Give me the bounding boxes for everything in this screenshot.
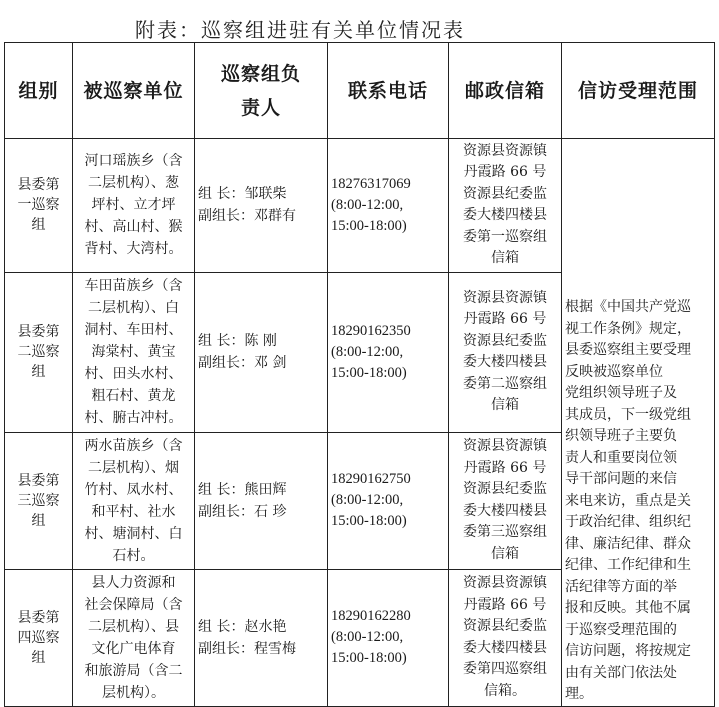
scope-line: 来电来访，重点是关: [565, 492, 691, 509]
units-line: 社会保障局（含: [84, 596, 183, 613]
units-line: 村、腑古冲村。: [84, 410, 183, 427]
group-line: 四巡察: [17, 629, 60, 646]
scope-line: 县委巡察组主要受理: [565, 342, 691, 358]
units-line: 和平村、社水: [91, 503, 176, 520]
header-group: 组别: [5, 43, 73, 139]
group-cell: [5, 569, 73, 706]
scope-line: 于政治纪律、组织纪: [565, 514, 691, 530]
group-line: 组: [31, 512, 46, 529]
scope-line: 活纪律等方面的举: [565, 578, 677, 595]
leader-line: 副组长：石 珍: [198, 503, 287, 520]
header-scope: 信访受理范围: [562, 43, 715, 139]
leader-line: 组 长：赵水艳: [198, 618, 287, 635]
group-line: 三巡察: [17, 492, 60, 509]
scope-line: 织领导班子主要负: [565, 428, 677, 444]
phone-hours: (8:00-12:00,: [331, 492, 404, 509]
group-line: 县委第: [17, 472, 60, 489]
group-line: 组: [31, 217, 46, 234]
units-line: 石村。: [112, 547, 155, 564]
mail-line: 资源县纪委监: [463, 618, 547, 634]
mail-cell: [449, 432, 562, 569]
units-line: 和旅游局（含二: [84, 662, 183, 679]
scope-line: 信访问题，将按规定: [565, 643, 691, 659]
mail-line: 资源县资源镇: [463, 289, 547, 306]
phone-number: 18290162750: [331, 471, 411, 488]
group-line: 二巡察: [17, 344, 60, 361]
mail-line: 资源县资源镇: [463, 575, 547, 591]
mail-line: 丹霞路 66 号: [463, 459, 547, 476]
mail-cell: [449, 139, 562, 273]
mail-line: 资源县资源镇: [463, 142, 547, 159]
phone-cell: [328, 272, 449, 432]
inspection-table: [4, 42, 715, 707]
scope-line: 由有关部门依法处: [565, 664, 677, 681]
mail-line: 委第三巡察组: [463, 524, 547, 541]
mail-line: 委第四巡察组: [463, 661, 547, 677]
mail-line: 丹霞路 66 号: [463, 596, 547, 613]
mail-line: 丹霞路 66 号: [463, 164, 547, 181]
units-line: 县人力资源和: [91, 574, 176, 591]
phone-cell: [328, 432, 449, 569]
units-line: 二层机构）、白: [88, 300, 179, 317]
units-line: 文化广电体育: [91, 640, 176, 657]
scope-line: 律、廉洁纪律、群众: [565, 535, 691, 552]
units-cell: [73, 272, 195, 432]
group-line: 县委第: [17, 324, 60, 341]
mail-line: 委大楼四楼县: [463, 207, 547, 224]
header-leader-line: 巡察组负: [220, 62, 301, 85]
group-line: 一巡察: [17, 197, 60, 214]
header-units: 被巡察单位: [73, 43, 195, 139]
units-line: 坪村、立才坪: [91, 197, 176, 214]
units-line: 层机构）。: [102, 684, 165, 701]
phone-number: 18290162350: [331, 322, 411, 339]
units-line: 河口瑶族乡（含: [84, 153, 183, 170]
mail-line: 资源县纪委监: [463, 481, 547, 498]
group-line: 组: [31, 364, 46, 381]
units-cell: [73, 139, 195, 273]
group-cell: [5, 272, 73, 432]
leader-line: 组 长：邹联柴: [198, 186, 287, 203]
phone-hours: 15:00-18:00): [331, 217, 407, 234]
mail-line: 委第二巡察组: [463, 375, 547, 392]
mail-line: 委大楼四楼县: [463, 639, 547, 656]
leader-cell: [195, 432, 328, 569]
header-row: [5, 43, 715, 139]
mail-line: 委第一巡察组: [463, 228, 547, 245]
phone-hours: 15:00-18:00): [331, 364, 407, 381]
scope-line: 视工作条例》规定，: [565, 320, 691, 337]
mail-line: 信箱: [491, 397, 519, 414]
phone-number: 18276317069: [331, 175, 411, 192]
mail-line: 丹霞路 66 号: [463, 311, 547, 328]
scope-line: 纪律、工作纪律和生: [565, 557, 691, 573]
phone-hours: (8:00-12:00,: [331, 343, 404, 360]
units-line: 海棠村、黄宝: [91, 344, 176, 361]
phone-number: 18290162280: [331, 608, 411, 624]
units-cell: [73, 432, 195, 569]
leader-line: 副组长：程雪梅: [198, 640, 296, 657]
units-line: 两水苗族乡（含: [84, 437, 183, 454]
units-line: 二层机构）、葱: [88, 175, 179, 192]
scope-line: 责人和重要岗位领: [565, 449, 677, 466]
group-line: 组: [31, 649, 46, 666]
leader-line: 副组长：邓 剑: [198, 355, 287, 372]
group-line: 县委第: [17, 609, 60, 626]
phone-cell: [328, 139, 449, 273]
leader-line: 组 长：熊田辉: [198, 481, 287, 498]
mail-line: 信箱。: [484, 682, 526, 699]
group-cell: [5, 139, 73, 273]
scope-cell: [562, 139, 715, 707]
mail-line: 资源县纪委监: [463, 185, 547, 202]
units-line: 车田苗族乡（含: [84, 278, 183, 295]
scope-line: 反映被巡察单位: [565, 363, 663, 380]
units-line: 粗石村、黄龙: [91, 388, 176, 405]
mail-line: 信箱: [491, 250, 519, 267]
phone-hours: 15:00-18:00): [331, 650, 407, 666]
units-line: 二层机构）、烟: [88, 459, 179, 476]
mail-cell: [449, 569, 562, 706]
leader-cell: [195, 569, 328, 706]
leader-cell: [195, 272, 328, 432]
header-leader-line: 责人: [240, 96, 281, 119]
header-mail: 邮政信箱: [449, 43, 562, 139]
mail-cell: [449, 272, 562, 432]
units-line: 村、田头水村、: [84, 366, 183, 383]
units-line: 背村、大湾村。: [84, 241, 183, 258]
group-cell: [5, 432, 73, 569]
header-leader: [195, 43, 328, 139]
units-line: 二层机构）、县: [88, 618, 179, 635]
table-row: [5, 139, 715, 273]
phone-hours: (8:00-12:00,: [331, 629, 404, 645]
scope-line: 报和反映。其他不属: [565, 600, 691, 616]
units-line: 竹村、凤水村、: [84, 481, 183, 498]
leader-cell: [195, 139, 328, 273]
leader-line: 组 长：陈 刚: [198, 333, 277, 350]
scope-line: 理。: [565, 686, 593, 702]
scope-line: 根据《中国共产党巡: [565, 299, 691, 315]
units-line: 洞村、车田村、: [84, 322, 183, 339]
group-line: 县委第: [17, 177, 60, 194]
units-line: 村、塘洞村、白: [84, 525, 183, 542]
leader-line: 副组长：邓群有: [198, 208, 296, 225]
scope-line: 其成员，下一级党组: [565, 406, 691, 423]
mail-line: 资源县纪委监: [463, 332, 547, 349]
phone-hours: 15:00-18:00): [331, 513, 407, 530]
units-line: 村、高山村、猴: [84, 219, 183, 236]
mail-line: 资源县资源镇: [463, 438, 547, 455]
units-cell: [73, 569, 195, 706]
scope-line: 党组织领导班子及: [565, 385, 677, 401]
phone-cell: [328, 569, 449, 706]
mail-line: 委大楼四楼县: [463, 354, 547, 371]
page-title: 附表：巡察组进驻有关单位情况表: [135, 18, 465, 42]
mail-line: 信箱: [491, 545, 519, 562]
phone-hours: (8:00-12:00,: [331, 196, 404, 213]
header-phone: 联系电话: [328, 43, 449, 139]
scope-line: 导干部问题的来信: [565, 471, 677, 487]
scope-line: 于巡察受理范围的: [565, 621, 677, 638]
mail-line: 委大楼四楼县: [463, 502, 547, 519]
